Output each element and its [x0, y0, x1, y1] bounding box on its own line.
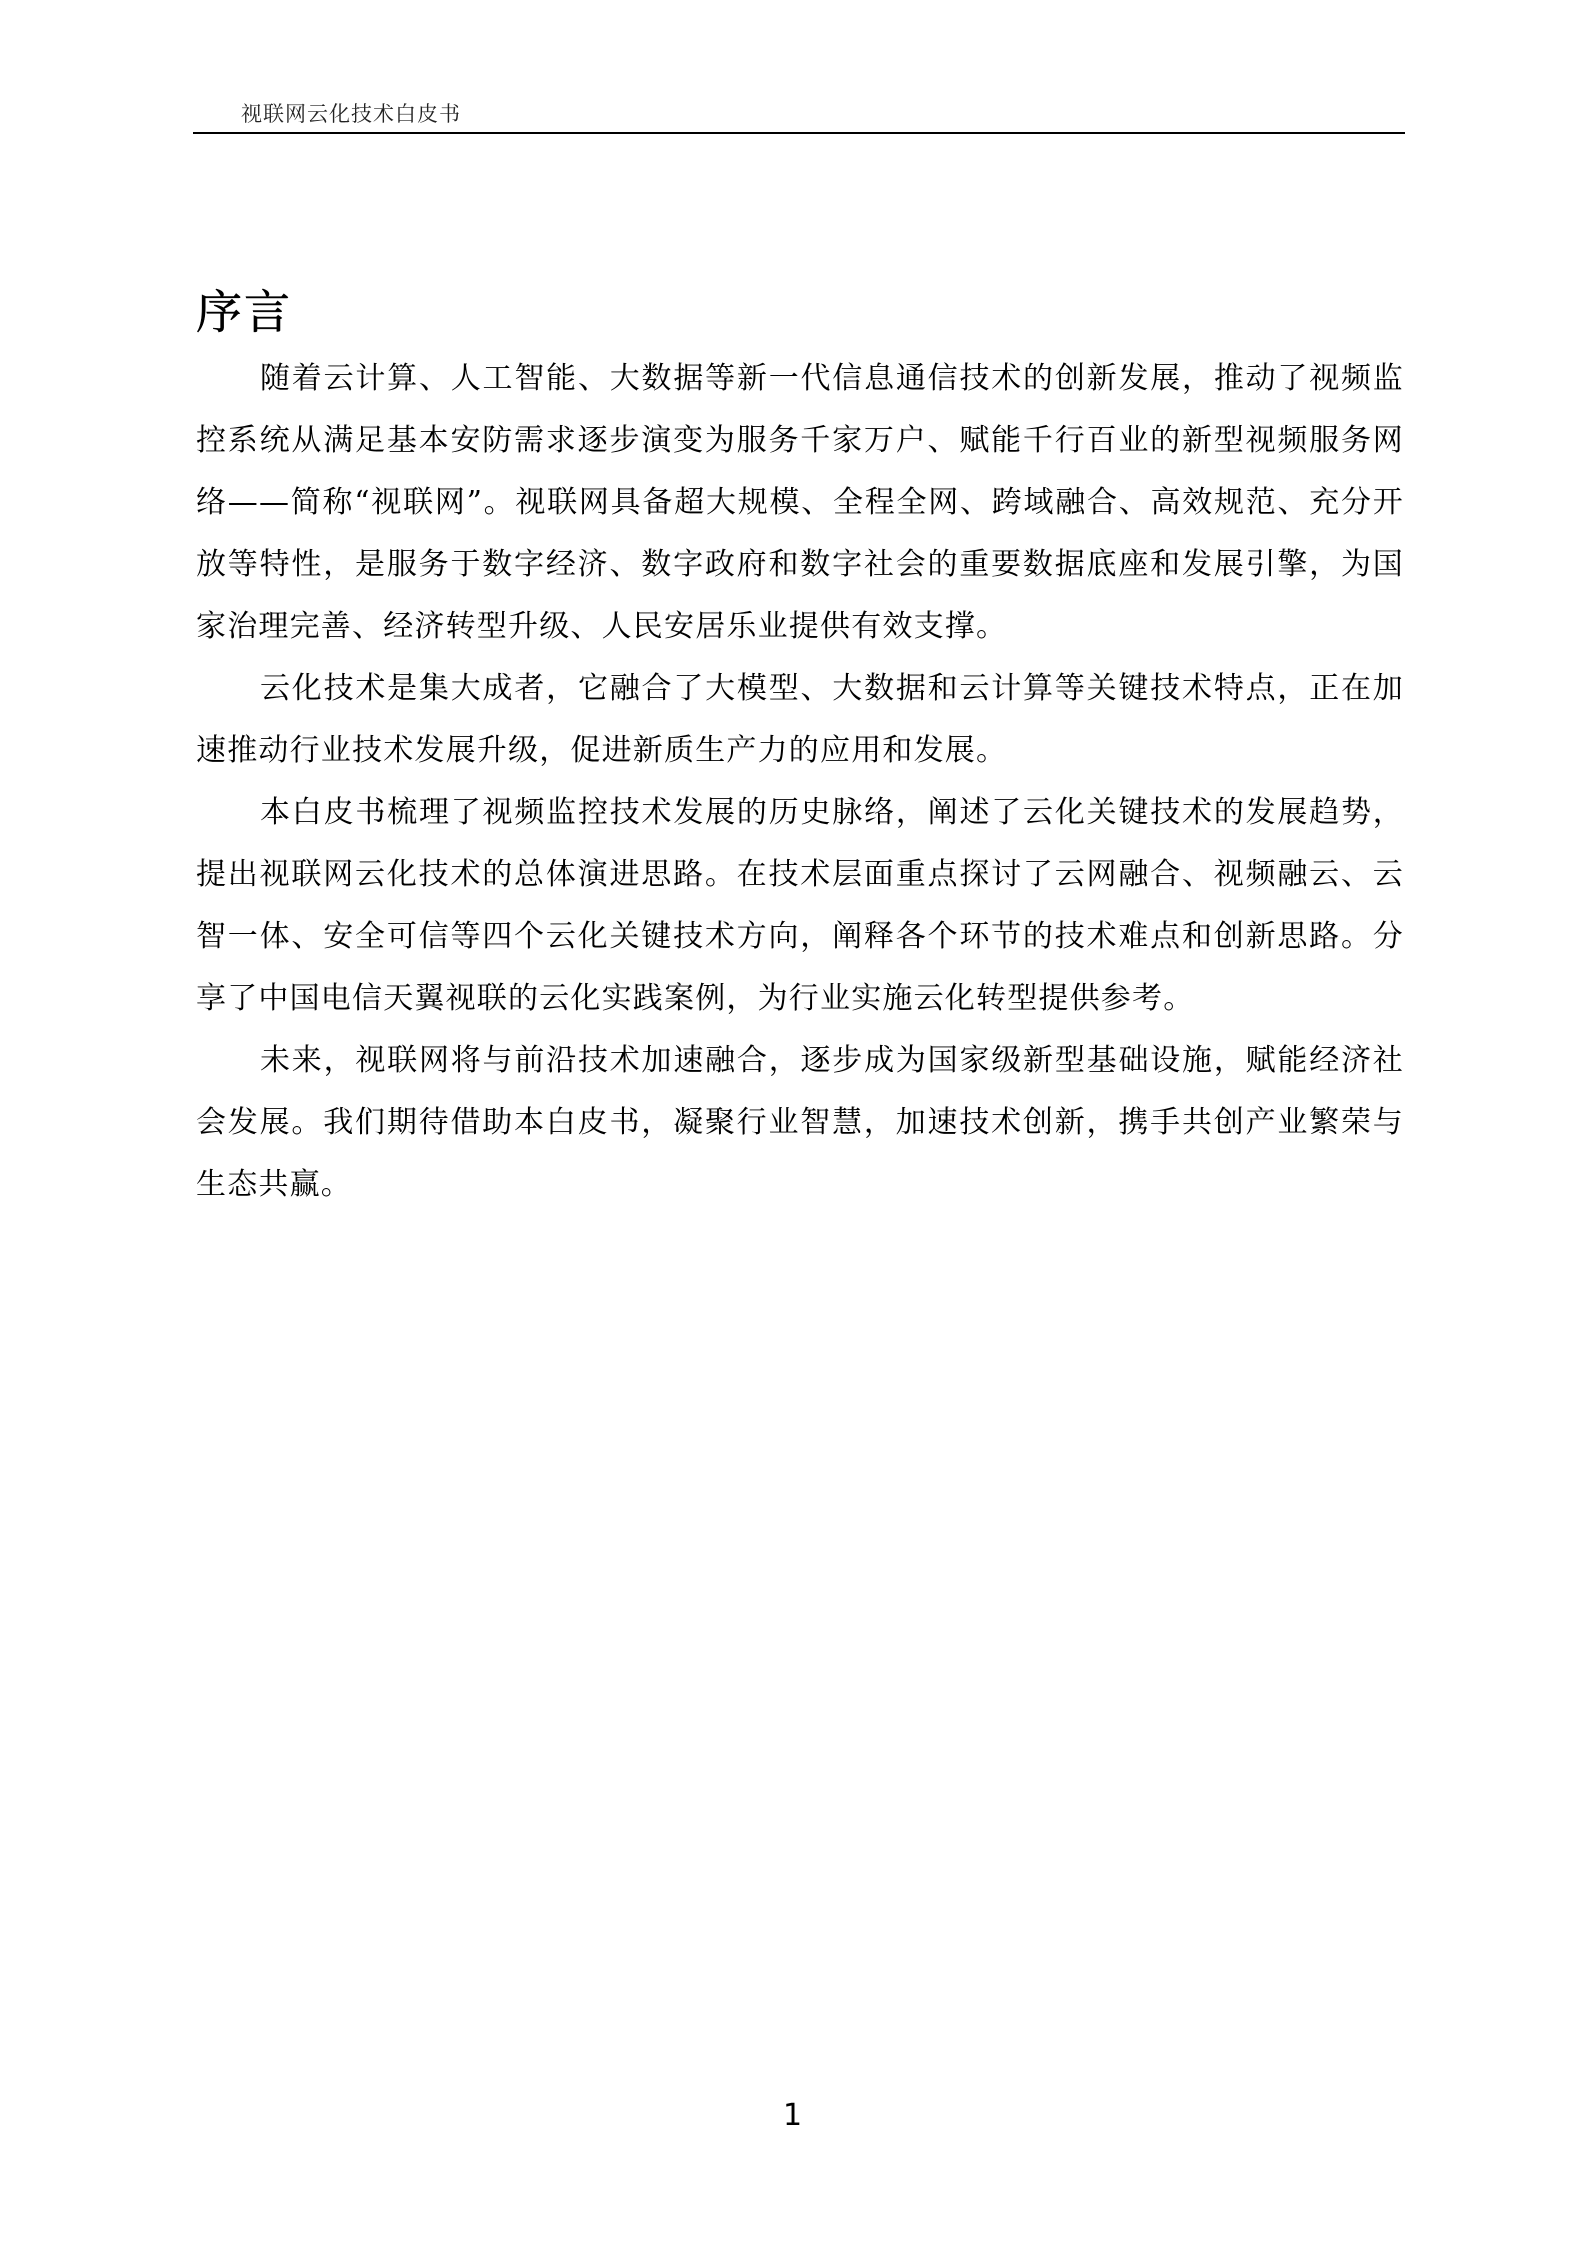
page-number: 1: [782, 2098, 803, 2133]
header-title: 视联网云化技术白皮书: [241, 102, 461, 126]
page-header: [193, 92, 1405, 134]
paragraph-3: 本白皮书梳理了视频监控技术发展的历史脉络，阐述了云化关键技术的发展趋势，提出视联网云化技术的总体演进思路。在技术层面重点探讨了云网融合、视频融云、云智一体、安全可信等四个云化关键技术方向，阐释各个环节的技术难点和创新思路。分享了中国电信天翼视联的云化实践案例，为行业实施云化转型提供参考。: [196, 795, 1404, 1016]
main-content: [196, 280, 1404, 1216]
paragraph-4: 未来，视联网将与前沿技术加速融合，逐步成为国家级新型基础设施，赋能经济社会发展。我们期待借助本白皮书，凝聚行业智慧，加速技术创新，携手共创产业繁荣与生态共赢。: [196, 1043, 1404, 1202]
paragraph-1: 随着云计算、人工智能、大数据等新一代信息通信技术的创新发展，推动了视频监控系统从满足基本安防需求逐步演变为服务千家万户、赋能千行百业的新型视频服务网络——简称“视联网”。视联网具备超大规模、全程全网、跨域融合、高效规范、充分开放等特性，是服务于数字经济、数字政府和数字社会的重要数据底座和发展引擎，为国家治理完善、经济转型升级、人民安居乐业提供有效支撑。: [196, 361, 1404, 644]
paragraph-2: 云化技术是集大成者，它融合了大模型、大数据和云计算等关键技术特点，正在加速推动行业技术发展升级，促进新质生产力的应用和发展。: [196, 671, 1404, 768]
page-title: 序言: [196, 285, 292, 339]
